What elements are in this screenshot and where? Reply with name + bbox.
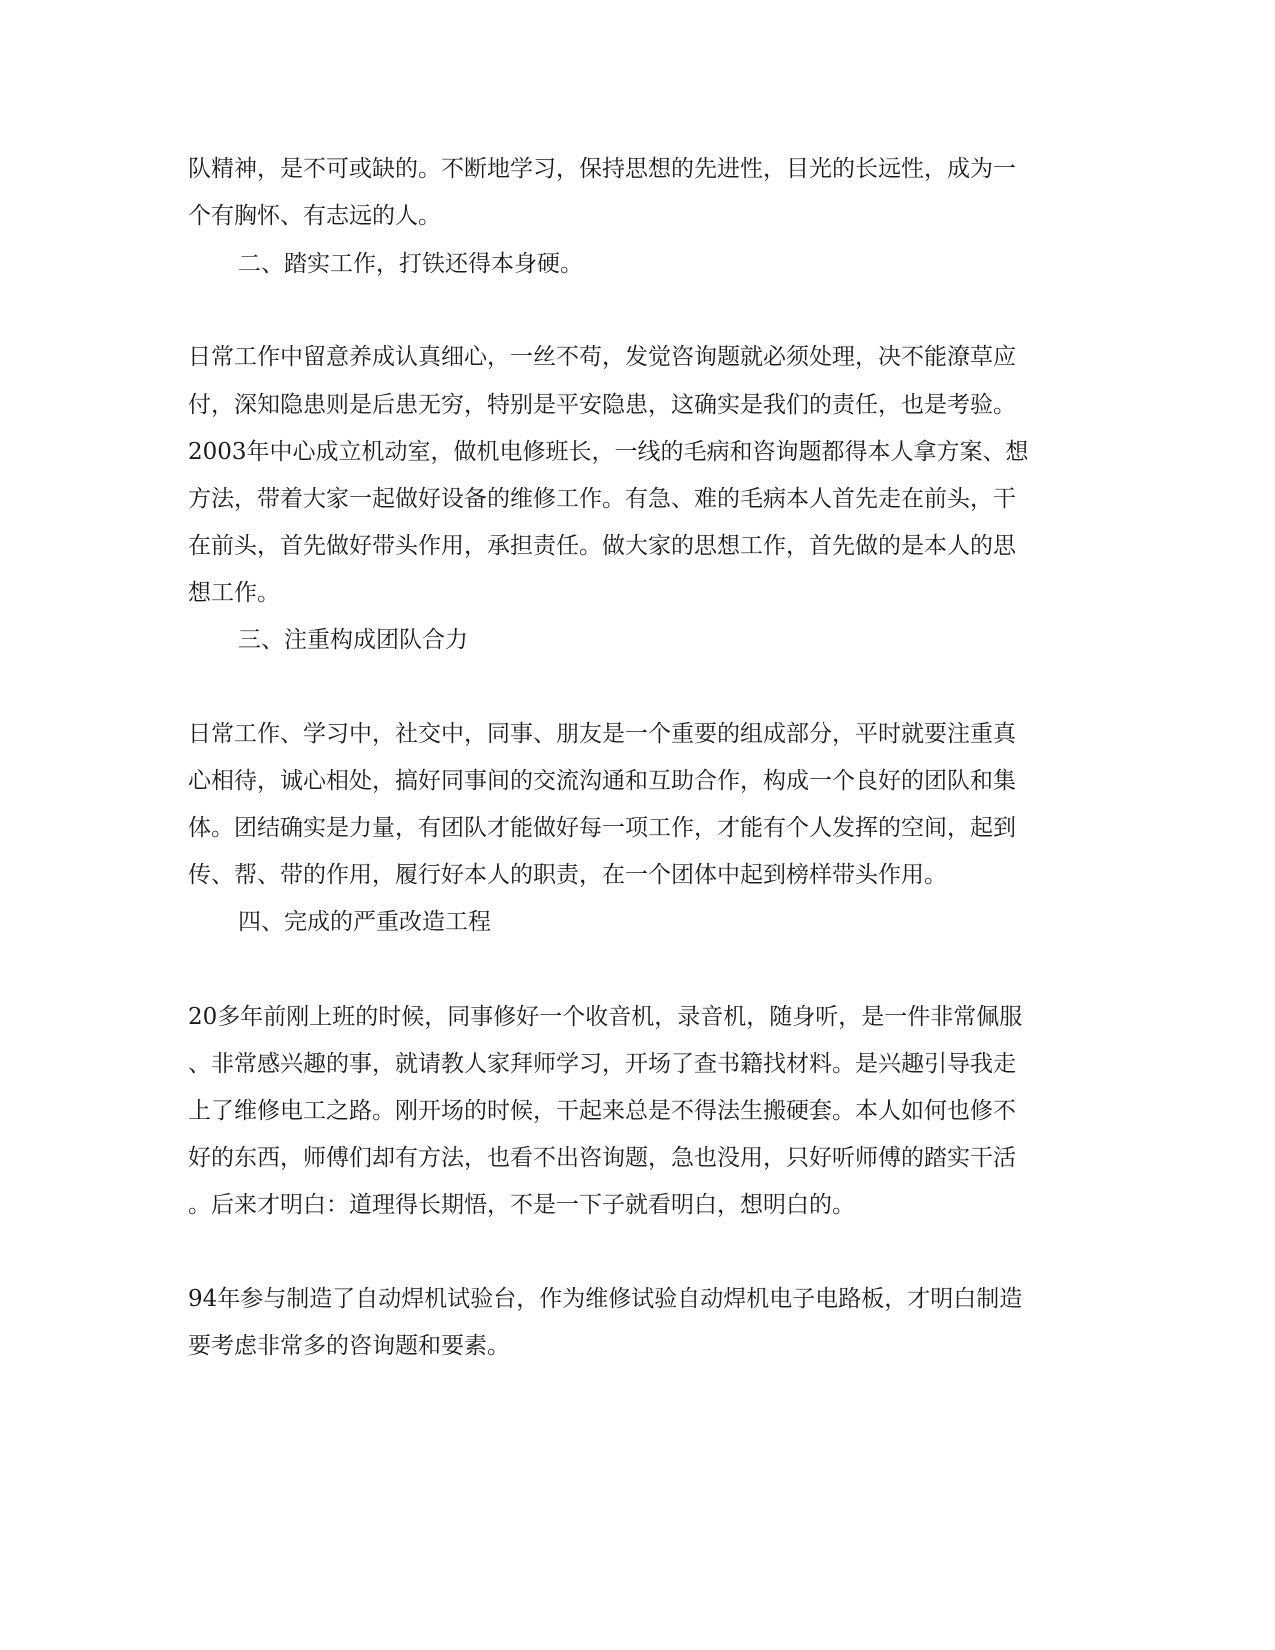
paragraph-line: 日常工作、学习中，社交中，同事、朋友是一个重要的组成部分，平时就要注重真 bbox=[188, 721, 1016, 747]
paragraph-line: 20多年前刚上班的时候，同事修好一个收音机，录音机，随身听，是一件非常佩服 bbox=[188, 1004, 1023, 1030]
paragraph-line: 、非常感兴趣的事，就请教人家拜师学习，开场了查书籍找材料。是兴趣引导我走 bbox=[188, 1051, 1016, 1077]
paragraph-line: 付，深知隐患则是后患无穷，特别是平安隐患，这确实是我们的责任，也是考验。 bbox=[188, 392, 1016, 418]
paragraph-line: 要考虑非常多的咨询题和要素。 bbox=[188, 1333, 510, 1359]
paragraph-line: 传、帮、带的作用，履行好本人的职责，在一个团体中起到榜样带头作用。 bbox=[188, 862, 947, 888]
paragraph-line: 好的东西，师傅们却有方法，也看不出咨询题，急也没用，只好听师傅的踏实干活 bbox=[188, 1145, 1016, 1171]
paragraph-line: 队精神，是不可或缺的。不断地学习，保持思想的先进性，目光的长远性，成为一 bbox=[188, 156, 1016, 182]
paragraph-line: 在前头，首先做好带头作用，承担责任。做大家的思想工作，首先做的是本人的思 bbox=[188, 533, 1016, 559]
paragraph-line: 2003年中心成立机动室，做机电修班长，一线的毛病和咨询题都得本人拿方案、想 bbox=[188, 439, 1029, 465]
section-heading: 二、踏实工作，打铁还得本身硬。 bbox=[238, 251, 583, 277]
paragraph-line: 上了维修电工之路。刚开场的时候，干起来总是不得法生搬硬套。本人如何也修不 bbox=[188, 1098, 1016, 1124]
paragraph-line: 日常工作中留意养成认真细心，一丝不苟，发觉咨询题就必须处理，决不能潦草应 bbox=[188, 344, 1016, 370]
paragraph-line: 方法，带着大家一起做好设备的维修工作。有急、难的毛病本人首先走在前头，干 bbox=[188, 486, 1016, 512]
paragraph-line: 个有胸怀、有志远的人。 bbox=[188, 203, 441, 229]
paragraph-line: 想工作。 bbox=[188, 580, 280, 606]
paragraph-line: 94年参与制造了自动焊机试验台，作为维修试验自动焊机电子电路板，才明白制造 bbox=[188, 1286, 1023, 1312]
paragraph-line: 体。团结确实是力量，有团队才能做好每一项工作，才能有个人发挥的空间，起到 bbox=[188, 815, 1016, 841]
section-heading: 三、注重构成团队合力 bbox=[238, 627, 468, 653]
paragraph-line: 心相待，诚心相处，搞好同事间的交流沟通和互助合作，构成一个良好的团队和集 bbox=[188, 768, 1016, 794]
paragraph-line: 。后来才明白：道理得长期悟，不是一下子就看明白，想明白的。 bbox=[188, 1192, 855, 1218]
section-heading: 四、完成的严重改造工程 bbox=[238, 909, 491, 935]
